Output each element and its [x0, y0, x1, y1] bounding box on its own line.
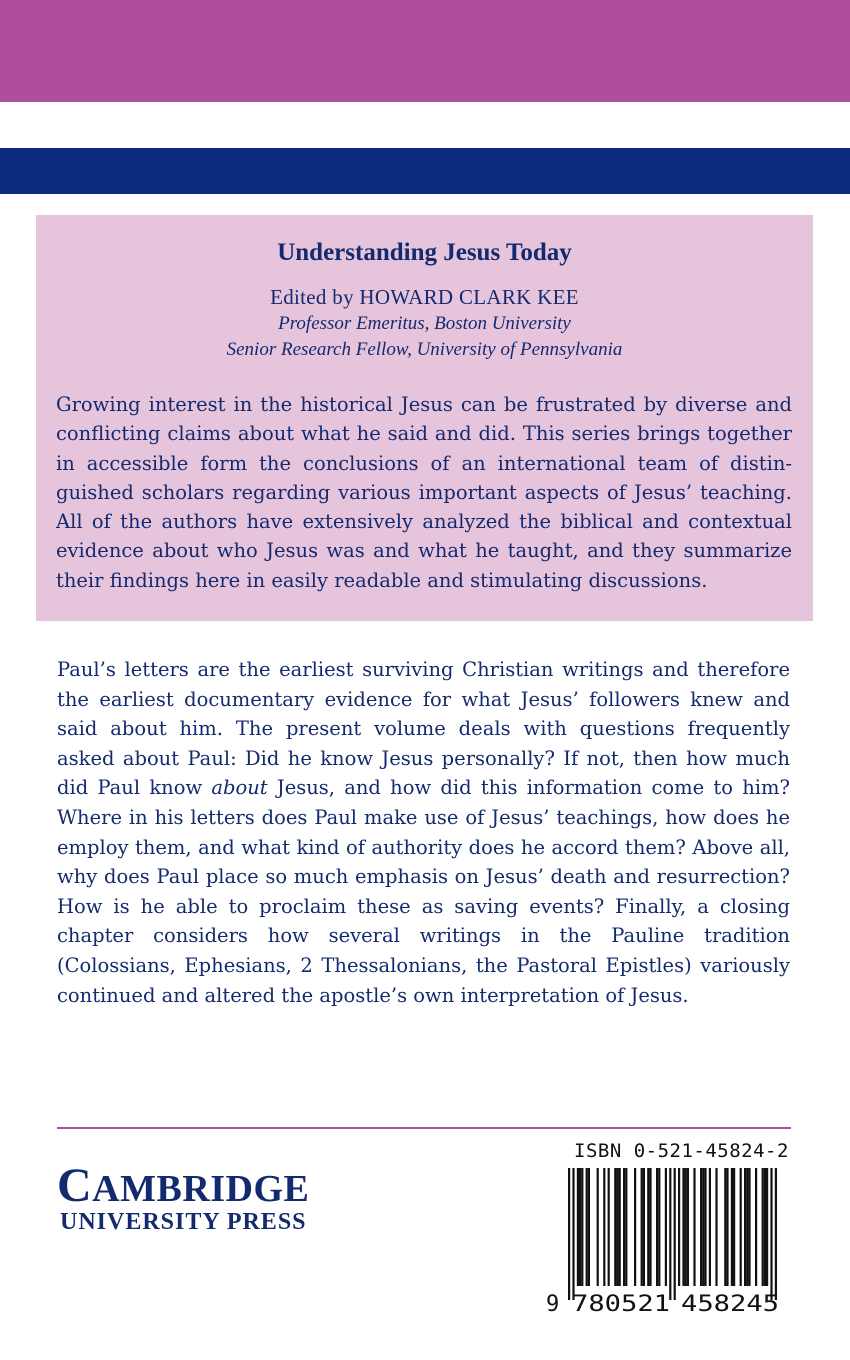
series-info-box	[36, 215, 813, 621]
barcode-right-digits: 458245	[681, 1292, 779, 1316]
publisher-subname: UNIVERSITY PRESS	[60, 1209, 307, 1235]
barcode-bar	[746, 1168, 748, 1286]
barcode-bar	[762, 1168, 764, 1286]
barcode-bar	[647, 1168, 649, 1286]
barcode-bar	[586, 1168, 588, 1286]
barcode-bar	[616, 1168, 618, 1286]
isbn-barcode	[546, 1168, 794, 1316]
barcode-bar	[619, 1168, 621, 1286]
editor-affiliation-2: Senior Research Fellow, University of Pennsylvania	[226, 339, 623, 360]
barcode-bar	[603, 1168, 605, 1286]
barcode-bar	[709, 1168, 711, 1286]
barcode-bar	[581, 1168, 583, 1286]
publisher-name-initial: C	[57, 1159, 93, 1212]
barcode-bar	[724, 1168, 726, 1286]
barcode-left-digits: 780521	[572, 1292, 670, 1316]
barcode-bar	[744, 1168, 746, 1286]
barcode-bar	[643, 1168, 645, 1286]
navy-band	[0, 148, 850, 194]
barcode-bar	[740, 1168, 742, 1286]
barcode-bar	[669, 1168, 671, 1300]
barcode-bar	[764, 1168, 766, 1286]
book-description	[57, 655, 790, 1010]
barcode-bar	[700, 1168, 702, 1286]
barcode-bar	[748, 1168, 750, 1286]
barcode-bars	[568, 1168, 777, 1300]
barcode-bar	[572, 1168, 574, 1300]
barcode-bar	[623, 1168, 625, 1286]
publisher-logo-name	[57, 1159, 310, 1212]
barcode-bar	[656, 1168, 658, 1286]
series-title: Understanding Jesus Today	[277, 239, 572, 266]
editor-affiliation-1: Professor Emeritus, Boston University	[278, 313, 571, 334]
barcode-bar	[685, 1168, 687, 1286]
barcode-bar	[674, 1168, 676, 1300]
barcode-bar	[682, 1168, 684, 1286]
book-description-part-1: Paul’s letters are the earliest surviving Christian writings and therefore the earliest documentary evidence for what Jesus’ followers knew and said about him. The present volume deals with questions frequently asked about Paul: Did he know Jesus personally? If not, then how much did Paul know	[57, 658, 790, 800]
barcode-bar	[579, 1168, 581, 1286]
divider-rule	[57, 1127, 791, 1129]
book-description-part-2: Jesus, and how did this information come to him? Where in his letters does Paul make use of Jesus’ teachings, how does he employ them, and what kind of authority does he accord them? Above all, why does Paul place so much emphasis on Jesus’ death and resurrection? How is he able to proclaim these as saving events? Finally, a closing chapter considers how several writings in the Pauline tradition (Colossians, Ephesians, 2 Thessalonians, the Pastoral Epistles) variously continued and altered the apostle’s own interpretation of Jesus.	[57, 776, 790, 1007]
barcode-bar	[715, 1168, 717, 1286]
barcode-bar	[770, 1168, 772, 1300]
barcode-bar	[733, 1168, 735, 1286]
barcode-first-digit: 9	[546, 1292, 560, 1316]
barcode-bar	[693, 1168, 695, 1286]
barcode-bar	[731, 1168, 733, 1286]
barcode-bar	[665, 1168, 667, 1286]
barcode-bar	[625, 1168, 627, 1286]
book-description-emphasis: about	[211, 776, 268, 800]
barcode-bar	[614, 1168, 616, 1286]
barcode-bar	[766, 1168, 768, 1286]
barcode-bar	[597, 1168, 599, 1286]
barcode-bar	[704, 1168, 706, 1286]
barcode-bar	[755, 1168, 757, 1286]
white-stripe	[0, 102, 850, 148]
top-magenta-band	[0, 0, 850, 102]
series-description: Growing interest in the historical Jesus can be frustrated by diverse and conflicting claims about what he said and did. This series brings together in accessible form the conclusions of an international team of distinguished scholars regarding various important aspects of Jesus’ teaching. All of the authors have extensively analyzed the biblical and contextual evidence about who Jesus was and what he taught, and they summarize their findings here in easily readable and stimulating discussions.	[56, 393, 792, 592]
barcode-bar	[641, 1168, 643, 1286]
barcode-bar	[577, 1168, 579, 1286]
publisher-name-rest: AMBRIDGE	[92, 1168, 310, 1210]
barcode-bar	[726, 1168, 728, 1286]
barcode-bar	[568, 1168, 570, 1300]
barcode-bar	[608, 1168, 610, 1286]
barcode-bar	[687, 1168, 689, 1286]
barcode-bar	[649, 1168, 651, 1286]
barcode-bar	[658, 1168, 660, 1286]
barcode-bar	[634, 1168, 636, 1286]
barcode-bar	[775, 1168, 777, 1300]
barcode-bar	[678, 1168, 680, 1286]
isbn-label: ISBN 0-521-45824-2	[574, 1140, 789, 1162]
series-editor: Edited by HOWARD CLARK KEE	[270, 285, 579, 309]
barcode-bar	[702, 1168, 704, 1286]
barcode-bar	[588, 1168, 590, 1286]
